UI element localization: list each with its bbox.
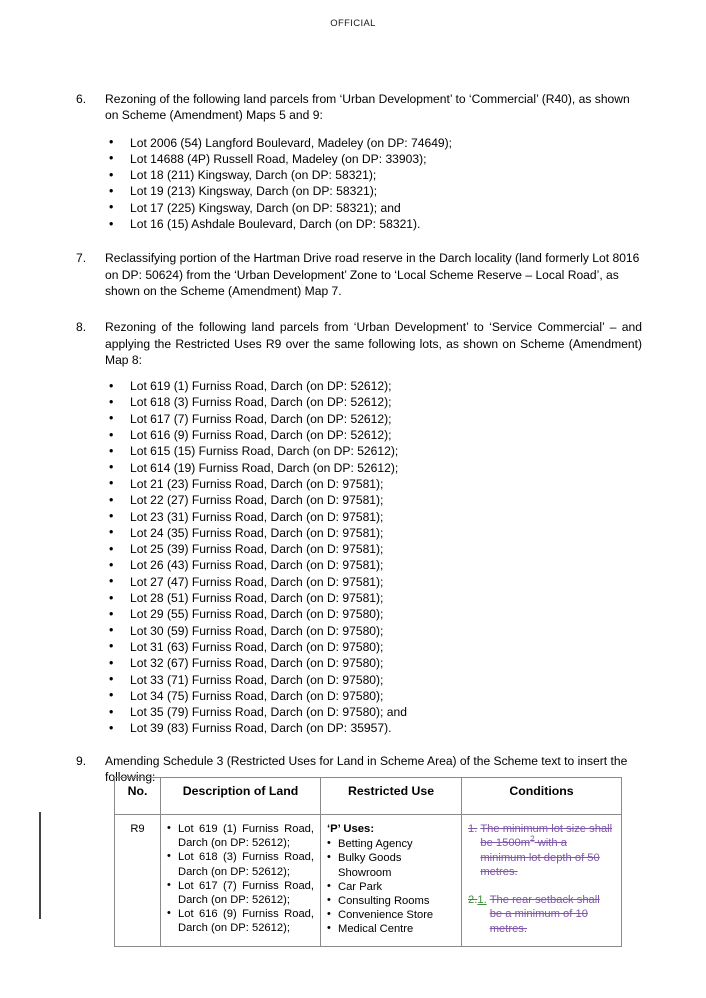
clause-6-lot-list	[76, 135, 642, 233]
cell-restricted-use-no: R9	[115, 815, 161, 947]
condition-1-deleted-number: 1.	[468, 823, 478, 835]
list-item: • Lot 19 (213) Kingsway, Darch (on DP: 58321);	[76, 183, 642, 199]
list-item: • Lot 31 (63) Furniss Road, Darch (on D: 97580);	[76, 639, 642, 655]
list-item: • Lot 34 (75) Furniss Road, Darch (on D: 97580);	[76, 688, 642, 704]
clause-9-text: Amending Schedule 3 (Restricted Uses for Land in Scheme Area) of the Scheme text to insert the following:	[105, 753, 628, 784]
clause-6-text: Rezoning of the following land parcels from ‘Urban Development’ to ‘Commercial’ (R40), as shown on Scheme (Amendment) Maps 5 and 9:	[105, 92, 630, 123]
column-header-no: No.	[115, 778, 161, 815]
list-item: • Lot 21 (23) Furniss Road, Darch (on D: 97581);	[76, 476, 642, 492]
clause-7-number: 7.	[76, 251, 87, 266]
clause-8-text: Rezoning of the following land parcels from ‘Urban Development’ to ‘Service Commercial’ – and applying the Restricted Uses R9 over the same following lots, as shown on Scheme (Amendment) Map 8:	[105, 320, 642, 367]
list-item: • Lot 615 (15) Furniss Road, Darch (on DP: 52612);	[76, 443, 642, 459]
list-item: • Lot 23 (31) Furniss Road, Darch (on D: 97581);	[76, 509, 642, 525]
list-item: • Lot 616 (9) Furniss Road, Darch (on DP: 52612);	[167, 907, 314, 935]
restricted-use-list	[327, 837, 455, 936]
revision-change-bar	[39, 812, 41, 919]
list-item: • Lot 617 (7) Furniss Road, Darch (on DP: 52612);	[76, 411, 642, 427]
cell-description-of-land	[161, 815, 321, 947]
condition-1-text	[480, 822, 615, 879]
clause-7	[76, 250, 642, 299]
list-item: • Consulting Rooms	[327, 894, 455, 908]
list-item: • Lot 24 (35) Furniss Road, Darch (on D: 97581);	[76, 525, 642, 541]
document-body	[76, 91, 642, 789]
list-item: • Lot 35 (79) Furniss Road, Darch (on D: 97580); and	[76, 704, 642, 720]
condition-item-1	[468, 822, 615, 879]
clause-8	[76, 319, 642, 368]
list-item: • Lot 617 (7) Furniss Road, Darch (on DP: 52612);	[167, 879, 314, 907]
clause-6	[76, 91, 642, 124]
list-item: • Lot 618 (3) Furniss Road, Darch (on DP: 52612);	[167, 850, 314, 878]
description-lot-list	[167, 822, 314, 936]
list-item: • Lot 33 (71) Furniss Road, Darch (on D: 97580);	[76, 672, 642, 688]
condition-1-superscript: 2	[530, 834, 535, 844]
condition-1-text-after-sup: with a minimum lot depth of 50 metres.	[480, 837, 600, 878]
cell-conditions	[462, 815, 622, 947]
page-classification-header: OFFICIAL	[330, 18, 376, 29]
list-item: • Car Park	[327, 880, 455, 894]
list-item: • Lot 26 (43) Furniss Road, Darch (on D: 97581);	[76, 557, 642, 573]
list-item: • Lot 16 (15) Ashdale Boulevard, Darch (on DP: 58321).	[76, 216, 642, 232]
list-item: • Lot 39 (83) Furniss Road, Darch (on DP: 35957).	[76, 720, 642, 736]
table-header-row	[115, 778, 622, 815]
condition-item-2	[468, 893, 615, 936]
list-item: • Lot 18 (211) Kingsway, Darch (on DP: 58321);	[76, 167, 642, 183]
list-item: • Lot 618 (3) Furniss Road, Darch (on DP: 52612);	[76, 394, 642, 410]
permitted-uses-title: ‘P’ Uses:	[327, 823, 375, 835]
condition-2-inserted-number: 1.	[477, 894, 487, 907]
list-item: • Lot 22 (27) Furniss Road, Darch (on D: 97581);	[76, 492, 642, 508]
column-header-description: Description of Land	[161, 778, 321, 815]
cell-restricted-use	[321, 815, 462, 947]
list-item: • Lot 27 (47) Furniss Road, Darch (on D: 97581);	[76, 574, 642, 590]
condition-2-text: The rear setback shall be a minimum of 10 metres.	[489, 894, 600, 935]
list-item: • Lot 614 (19) Furniss Road, Darch (on DP: 52612);	[76, 460, 642, 476]
list-item: • Lot 2006 (54) Langford Boulevard, Madeley (on DP: 74649);	[76, 135, 642, 151]
list-item: • Lot 28 (51) Furniss Road, Darch (on D: 97581);	[76, 590, 642, 606]
list-item: • Lot 29 (55) Furniss Road, Darch (on D: 97580);	[76, 606, 642, 622]
list-item: • Convenience Store	[327, 908, 455, 922]
condition-2-number-group	[468, 893, 487, 936]
list-item: • Lot 30 (59) Furniss Road, Darch (on D: 97580);	[76, 623, 642, 639]
list-item: • Lot 619 (1) Furniss Road, Darch (on DP: 52612);	[76, 378, 642, 394]
schedule-3-table-container	[114, 777, 621, 947]
list-item: • Lot 14688 (4P) Russell Road, Madeley (on DP: 33903);	[76, 151, 642, 167]
list-item: • Lot 17 (225) Kingsway, Darch (on DP: 58321); and	[76, 200, 642, 216]
clause-6-number: 6.	[76, 92, 87, 106]
list-item: • Lot 616 (9) Furniss Road, Darch (on DP: 52612);	[76, 427, 642, 443]
list-item: • Bulky Goods Showroom	[327, 851, 455, 879]
list-item: • Lot 25 (39) Furniss Road, Darch (on D: 97581);	[76, 541, 642, 557]
column-header-restricted-use: Restricted Use	[321, 778, 462, 815]
clause-8-number: 8.	[76, 320, 87, 335]
clause-9-number: 9.	[76, 753, 87, 768]
column-header-conditions: Conditions	[462, 778, 622, 815]
schedule-3-table	[114, 777, 622, 947]
list-item: • Lot 32 (67) Furniss Road, Darch (on D: 97580);	[76, 655, 642, 671]
table-row	[115, 815, 622, 947]
list-item: • Lot 619 (1) Furniss Road, Darch (on DP: 52612);	[167, 822, 314, 850]
condition-1-text-before-sup: The minimum lot size shall be 1500m	[480, 823, 613, 850]
list-item: • Medical Centre	[327, 922, 455, 936]
condition-2-deleted-number: 2.	[468, 894, 478, 907]
clause-8-lot-list	[76, 378, 642, 737]
clause-7-text: Reclassifying portion of the Hartman Drive road reserve in the Darch locality (land formerly Lot 8016 on DP: 50624) from the ‘Urban Development’ Zone to ‘Local Scheme Reserve – Local Road’, as shown on the Scheme (Amendment) Map 7.	[105, 251, 640, 298]
list-item: • Betting Agency	[327, 837, 455, 851]
